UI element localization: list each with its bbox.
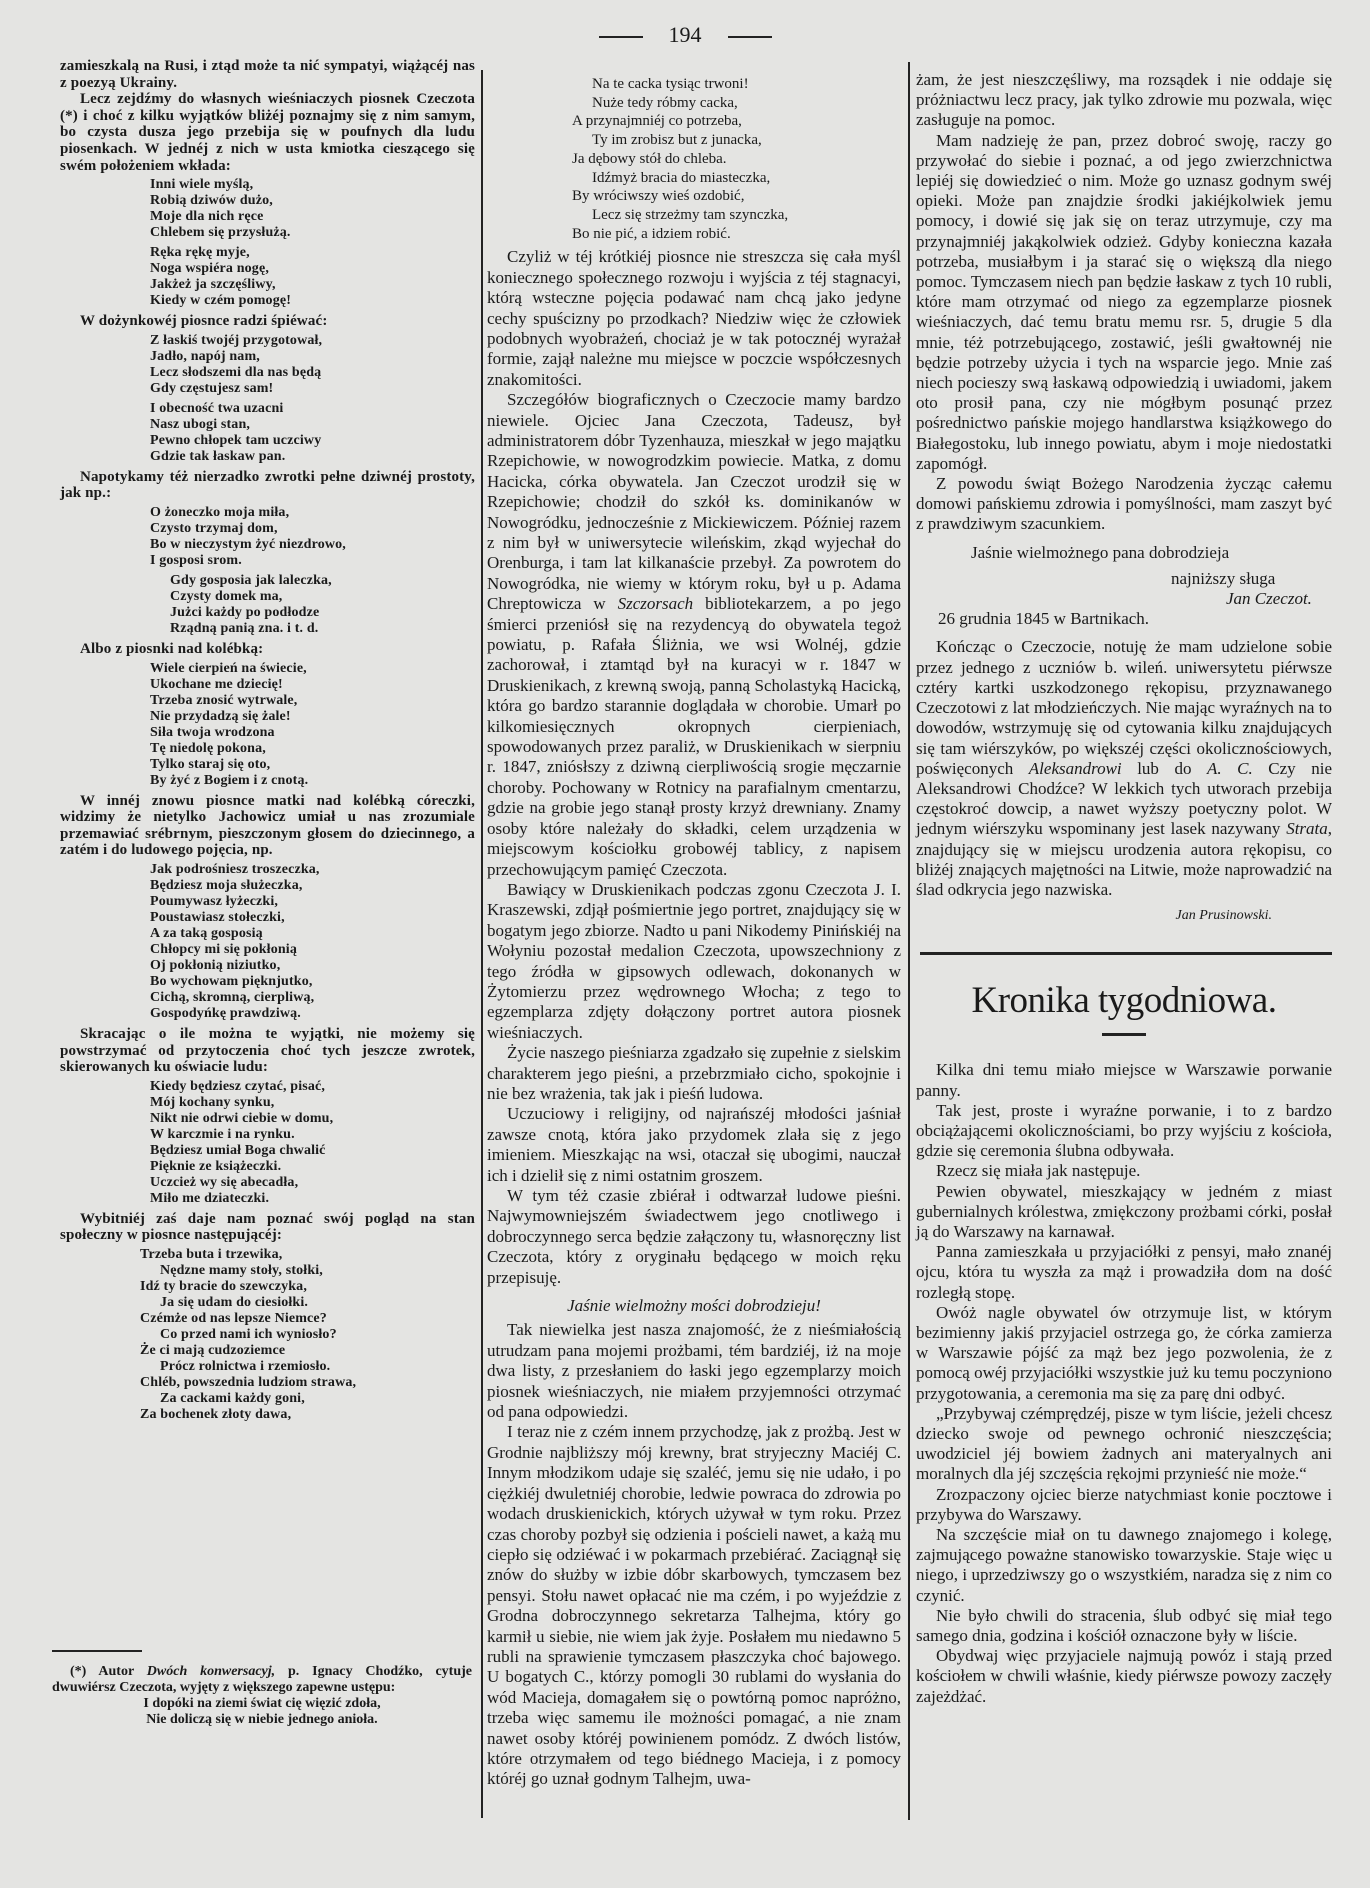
verse-line: Cichą, skromną, cierpliwą,: [150, 989, 315, 1005]
verse-line: Nuże tedy róbmy cacka,: [592, 94, 738, 111]
verse-line: Idź ty bracie do szewczyka,: [140, 1278, 307, 1294]
verse-line: O żoneczko moja miła,: [150, 504, 290, 520]
verse-line: Jak podrośniesz troszeczka,: [150, 861, 320, 877]
paragraph: Uczuciowy i religijny, od najrańszéj młodości jaśniał zawsze cnotą, która jako przydomek zlała się z jego imieniem. Mieszkając na wsi, otaczał się ubogimi, nauczał ich i dzielił się z nimi ostatnim groszem.: [487, 1104, 901, 1185]
paragraph: zamieszkalą na Rusi, i ztąd może ta nić sympatyi, wiążącéj nas z poezyą Ukrainy.: [60, 58, 475, 91]
verse-line: I gosposi srom.: [150, 552, 242, 568]
paragraph: [916, 637, 1332, 900]
verse-line: Będziesz umiał Boga chwalić: [150, 1142, 326, 1158]
verse-line: Rządną panią zna. i t. d.: [170, 620, 319, 636]
paragraph: W tym téż czasie zbiérał i odtwarzał ludowe pieśni. Najwymowniejszém świadectwem jego cnotliwego i dobroczynnego serca będzie załączony tu, własnoręczny list Czeczota, który z oryginału będącego w moich ręku przepisuję.: [487, 1186, 901, 1287]
page-number-header: [0, 22, 1370, 48]
verse-line: Za bochenek złoty dawa,: [140, 1406, 292, 1422]
verse-line: Chłopcy mi się pokłonią: [150, 941, 297, 957]
verse-line: Za cackami każdy goni,: [160, 1390, 305, 1406]
verse-stanza: [60, 573, 475, 637]
verse-line: I dopóki na ziemi świat cię więzić zdoła,: [143, 1696, 381, 1711]
verse-line: I obecność twa uzacni: [150, 400, 284, 416]
page-number: 194: [668, 22, 702, 47]
right-column: [916, 70, 1332, 1707]
paragraph: Albo z piosnki nad kolébką:: [80, 640, 264, 657]
verse-line: Ja się udam do ciesiołki.: [160, 1294, 309, 1310]
verse-line: Jużci każdy po podłodze: [170, 604, 320, 620]
verse-line: Tę niedolę pokona,: [150, 740, 266, 756]
paragraph: [487, 390, 901, 880]
letter-date: 26 grudnia 1845 w Bartnikach.: [938, 609, 1150, 629]
verse-line: Co przed nami ich wyniosło?: [160, 1326, 337, 1342]
italic-text: Aleksandrowi: [1028, 758, 1122, 778]
paragraph: Mam nadzieję że pan, przez dobroć swoję, raczy go przywołać do siebie i poznać, a od jego zwierzchnictwa lepiéj się dowiedzieć o nim. Może go uznasz godnym swéj opieki. Może pan znajdzie środki jakiéjkolwiek jemu pomocy, i dowié się jak się on teraz utrzymuje, czy ma przynajmniéj jakąkolwiek odzież. Gdyby konieczna kazała potrzeba, musiałbym i ja starać się o większą dla niego pomoc. Tymczasem niech pan będzie łaskaw z tych 10 rubli, które mam otrzymać od niego za egzemplarze piosnek wieśniaczych, dać temu bratu memu rsr. 5, drugie 5 dla mnie, téż potrzebującego, zostawić, jeśli gwałtownéj nie będzie potrzeby użycia i tych na wsparcie jego. Mnie zaś niech pocieszy swą łaskawą odpowiedzią i uwiadomi, jakem oto prosił pana, czy nie mógłbym posunąć przez pośrednictwo pańskie mojego handlarstwa książkowego do Białegostoku, lub innego powiatu, abym i moje niedostatki zapomógł.: [916, 130, 1332, 473]
text-run: Kończąc o Czeczocie, notuję że mam udzielone sobie przez jednego z uczniów b. wileń. uniwersytetu piérwsze cztéry kartki uszkodzonego rękopisu, przyznawanego Czeczotowi z lat młodzieńczych. Nie mając wyraźnych na to dowodów, wstrzymuję się od cytowania kilku znajdujących się tam wiérszyków, po większéj części okolicznościowych, poświęconych: [916, 637, 1332, 778]
paragraph: Skracając o ile można te wyjątki, nie możemy się powstrzymać od przytoczenia choć tych jeszcze zwrotek, skierowanych ku oświacie ludu:: [60, 1025, 475, 1076]
text-run: (*) Autor: [70, 1664, 147, 1679]
paragraph: Owóż nagle obywatel ów otrzymuje list, w którym bezimienny jakiś przyjaciel ostrzega go, że córka zamierza w Warszawie pójść za mąż bez jego pozwolenia, że z pomocą owéj przyjaciółki wszystkie już ku temu poczyniono przygotowania, a ceremonia ma się za parę dni odbyć.: [916, 1302, 1332, 1403]
verse-line: Ja dębowy stół do chleba.: [572, 150, 727, 167]
italic-text: Dwóch konwersacyj,: [146, 1664, 276, 1679]
footnote-verse: [52, 1696, 472, 1728]
title-underline: [1102, 1033, 1146, 1036]
paragraph: Życie naszego pieśniarza zgadzało się zupełnie z sielskim charakterem jego pieśni, a przebrzmiało cicho, spokojnie i nie bez wrażenia, tak jak i pieśń ludowa.: [487, 1043, 901, 1103]
verse-stanza: [60, 177, 475, 241]
verse-line: Inni wiele myślą,: [150, 177, 254, 193]
verse-line: Bo wychowam pięknjutko,: [150, 973, 313, 989]
paragraph: „Przybywaj czémprędzéj, pisze w tym liście, jeżeli chcesz dziecko swoje od pewnego ochronić nieszczęścia; uwodziciel jéj bowiem żadnych ani materyalnych ani moralnych dla jéj szczęścia rękojmi przynieść nie może.“: [916, 1403, 1333, 1484]
verse-line: W karczmie i na rynku.: [150, 1126, 295, 1142]
verse-line: Nędzne mamy stoły, stołki,: [160, 1262, 323, 1278]
verse-line: Noga wspiéra nogę,: [150, 261, 269, 277]
verse-line: Kiedy w czém pomogę!: [150, 293, 292, 309]
verse-line: Poumywasz łyżeczki,: [150, 893, 279, 909]
verse-line: Nikt nie odrwi ciebie w domu,: [150, 1110, 334, 1126]
footnote: [52, 1650, 472, 1728]
verse-line: Gdy gosposia jak laleczka,: [170, 572, 332, 588]
verse-line: Czémże od nas lepsze Niemce?: [140, 1310, 327, 1326]
verse-line: Moje dla nich ręce: [150, 209, 264, 225]
paragraph: Zrozpaczony ojciec bierze natychmiast konie pocztowe i przybywa do Warszawy.: [916, 1484, 1332, 1524]
verse-stanza: [487, 75, 901, 243]
verse-line: Mój kochany synku,: [150, 1094, 275, 1110]
verse-stanza: [60, 333, 475, 397]
footnote-text: [52, 1664, 472, 1696]
verse-stanza: [60, 862, 475, 1022]
verse-line: Uczcież wy się abecadła,: [150, 1174, 299, 1190]
verse-line: Jadło, napój nam,: [150, 348, 260, 364]
verse-line: Prócz rolnictwa i rzemiosło.: [160, 1358, 331, 1374]
verse-line: Bo nie pić, a idziem robić.: [572, 225, 731, 242]
verse-line: A przynajmniéj co potrzeba,: [572, 113, 742, 130]
paragraph: W dożynkowéj piosnce radzi śpiéwać:: [80, 313, 328, 330]
verse-stanza: [60, 661, 475, 789]
verse-line: Będziesz moja służeczka,: [150, 877, 303, 893]
letter-salutation: Jaśnie wielmożny mości dobrodzieju!: [567, 1296, 821, 1316]
verse-line: Nie doliczą się w niebie jednego anioła.: [146, 1712, 378, 1727]
verse-line: Nasz ubogi stan,: [150, 416, 251, 432]
verse-line: Idźmyż bracia do miasteczka,: [592, 169, 771, 186]
text-run: p. Ignacy Chodźko, cytuje dwuwiérsz Czeczota, wyjęty z większego zapewne ustępu:: [52, 1664, 472, 1695]
verse-line: Pewno chłopek tam uczciwy: [150, 432, 322, 448]
verse-stanza: [60, 1247, 475, 1423]
verse-line: Gdy częstujesz sam!: [150, 380, 274, 396]
verse-line: Chlebem się przysłużą.: [150, 225, 291, 241]
text-run: , znajdujący się w miejscu urodzenia autora rękopisu, co bliżéj znających majętności na Litwie, może naprowadzić na ślad odkrycia jego nazwiska.: [916, 819, 1332, 899]
verse-line: Na te cacka tysiąc trwoni!: [592, 76, 749, 92]
ornamental-dash: [728, 36, 772, 38]
section-title: Kronika tygodniowa.: [971, 980, 1277, 1022]
italic-text: Szczorsach: [617, 594, 694, 614]
verse-line: Z łaskiś twojéj przygotował,: [150, 332, 323, 348]
verse-line: Oj pokłonią niziutko,: [150, 957, 281, 973]
text-run: bibliotekarzem, a po jego śmierci przeniósł się na rezydencyą do obywatela tegoż powiatu, p. Rafała Śliżnia, we wsi Wolnéj, gdzie zachorował, i ztamtąd był na kuracyi w r. 1847 w Druskienikach, z krewną swoją, panną Scholastyką Hacicką, która go bardzo starannie doglądała w chorobie. Umarł po kilkomiesięcznych okropnych cierpieniach, spowodowanych przez paraliż, w Druskienikach w sierpniu r. 1847, zniósłszy z dziwną cierpliwością srogie męczarnie choroby. Pochowany w Rotnicy na parafialnym cmentarzu, gdzie na grobie jego stanął prosty krzyż drewniany. Znamy osoby które należały do składki, celem urządzenia w miejscowym kościołku grobowéj tablicy, z napisem przechowującym pamięć Czeczota.: [487, 594, 901, 879]
verse-line: Bo w nieczystym żyć niezdrowo,: [150, 536, 346, 552]
paragraph: Nie było chwili do stracenia, ślub odbyć się miał tego samego dnia, godzina i kościół oznaczone były w liście.: [916, 1605, 1332, 1646]
text-run: Szczegółów biograficznych o Czeczocie mamy bardzo niewiele. Ojciec Jana Czeczota, Tadeusz, był administratorem dóbr Tyzenhauza, mieszkał w jego majątku Rzepichowie, w nowogrodzkim powiecie. Matka, z domu Hacicka, córka obywatela. Jan Czeczot urodził się w Rzepichowie; chodził do szkół ks. dominikanów w Nowogródku, jednocześnie z Mickiewiczem. Później razem z nim był w uniwersytecie wileńskim, zkąd wyjechał do Orenburga, i tam lat kilkanaście przebył. Za powrotem do Nowogródka, nie wiemy w którym roku, był u p. Adama Chreptowicza w: [487, 390, 901, 614]
verse-line: Gospodyńkę prawdziwą.: [150, 1005, 301, 1021]
text-run: Czy nie Aleksandrowi Chodźce? W lekkich tych utworach przebija częstokroć dowcip, a nawet wyższy poetyczny polot. W jednym wiérszyku wspominany jest lasek nazywany: [916, 758, 1332, 839]
section-divider: [920, 952, 1332, 955]
paragraph: Rzecz się miała jak następuje.: [936, 1161, 1141, 1181]
verse-line: Czysty domek ma,: [170, 588, 283, 604]
verse-line: Ukochane me dziecię!: [150, 676, 283, 692]
paragraph: Z powodu świąt Bożego Narodzenia życząc całemu domowi pańskiemu zdrowia i pomyślności, mam zaszyt być z prawdziwym szacunkiem.: [916, 474, 1332, 534]
paragraph: Obydwaj więc przyjaciele najmują powóz i stają przed kościołem w chwili właśnie, kiedy piérwsze powozy zaczęły zajeżdżać.: [916, 1646, 1332, 1706]
column-divider: [908, 62, 910, 1820]
paragraph: Pewien obywatel, mieszkający w jedném z miast gubernialnych królestwa, zmiękczony prożbami córki, posłał ją do Warszawy na karnawał.: [916, 1181, 1332, 1241]
italic-text: Strata: [1286, 819, 1328, 839]
verse-line: By żyć z Bogiem i z cnotą.: [150, 772, 309, 788]
paragraph: Tak jest, proste i wyraźne porwanie, i to z bardzo obciążającemi okolicznościami, bo przy wyjściu z kościoła, gdzie się ceremonia ślubna odbywała.: [916, 1100, 1332, 1161]
paragraph: żam, że jest nieszczęśliwy, ma rozsądek i nie oddaje się próżniactwu lecz pracy, jak tylko zdrowie mu pozwala, więc zasługuje na pomoc.: [916, 70, 1332, 130]
verse-line: Miło me dziateczki.: [150, 1190, 270, 1206]
verse-line: Lecz się strzeżmy tam szynczka,: [592, 206, 789, 223]
paragraph: Kilka dni temu miało miejsce w Warszawie porwanie panny.: [916, 1060, 1332, 1100]
paragraph: Bawiący w Druskienikach podczas zgonu Czeczota J. I. Kraszewski, zdjął pośmiertnie jego portret, znajdujący się w bogatym jego zbiorze. Nadto u pani Nikodemy Pinińskiéj na Wołyniu pozostał medalion Czeczota, upowszechniony z tego źródła w gipsowych odlewach, dokonanych w Żytomierzu przez wędrownego Włocha; z tego to egzemplarza zdjęty dołączony portret autora piosnek wieśniaczych.: [487, 879, 901, 1042]
column-divider: [481, 70, 483, 1818]
verse-line: Gdzie tak łaskaw pan.: [150, 448, 286, 464]
verse-line: Ty im zrobisz but z junacka,: [592, 132, 762, 149]
paragraph: Na szczęście miał on tu dawnego znajomego i kolegę, zajmującego poważne stanowisko towarzyskie. Staje więc u niego, i uprzedziwszy go o wszystkiém, naradza się z nim co czynić.: [916, 1525, 1332, 1605]
verse-line: Że ci mają cudzoziemce: [140, 1342, 286, 1358]
verse-line: Jakżeż ja szczęśliwy,: [150, 277, 276, 293]
verse-line: Ręka rękę myje,: [150, 245, 250, 261]
verse-line: Tylko staraj się oto,: [150, 756, 271, 772]
verse-stanza: [60, 401, 475, 465]
verse-line: A za taką gosposią: [150, 925, 263, 941]
letter-servant: najniższy sługa: [1171, 568, 1276, 588]
verse-line: Lecz słodszemi dla nas będą: [150, 364, 322, 380]
paragraph: Czyliż w téj krótkiéj piosnce nie streszcza się cała myśl koniecznego społecznego rozwoju i wyjścia z téj stagnacyi, którą wsteczne pojęcia podawać nam chcą jako jedyne cechy spuścizny po przodkach? Niedziw więc że człowiek podobnych wyobrażeń, chociaż je w tak potocznéj wyrażał formie, zajął należne mu miejsce w poczcie współczesnych znakomitości.: [487, 247, 901, 389]
verse-line: By wróciwszy wieś ozdobić,: [572, 188, 745, 205]
paragraph: W innéj znowu piosnce matki nad kolébką córeczki, widzimy że nietylko Jachowicz umiał u nas zrozumiale przemawiać srébrnym, pieszczonym głosem do dziecinnego, a zatém i do ludowego pojęcia, np.: [60, 792, 475, 859]
paragraph: Panna zamieszkała u przyjaciółki z pensyi, mało znanéj ojcu, która tu wyszła za mąż i prowadziła dom na dość rozległą stopę.: [916, 1242, 1332, 1302]
verse-line: Robią dziwów dużo,: [150, 193, 273, 209]
verse-line: Poustawiasz stołeczki,: [150, 909, 285, 925]
verse-stanza: [60, 245, 475, 309]
verse-line: Kiedy będziesz czytać, pisać,: [150, 1078, 326, 1094]
paragraph: Wybitniéj zaś daje nam poznać swój pogląd na stan społeczny w piosnce następującéj:: [60, 1210, 475, 1244]
verse-line: Nie przydadzą się żale!: [150, 708, 291, 724]
verse-line: Siła twoja wrodzona: [150, 724, 275, 740]
letter-signature: Jan Czeczot.: [1226, 589, 1312, 609]
paragraph: Napotykamy téż nierzadko zwrotki pełne dziwnéj prostoty, jak np.:: [60, 468, 475, 502]
verse-line: Trzeba znosić wytrwale,: [150, 692, 298, 708]
verse-line: Wiele cierpień na świecie,: [150, 660, 307, 676]
paragraph: Tak niewielka jest nasza znajomość, że z nieśmiałością utrudzam pana mojemi prożbami, tém bardziéj, iż na moje dwa listy, z przesłaniem do łaski jego egzemplarzy moich piosnek wieśniaczych, nie miałem przyjemności otrzymać od pana odpowiedzi.: [487, 1320, 901, 1422]
verse-line: Pięknie ze książeczki.: [150, 1158, 282, 1174]
middle-column: [487, 72, 901, 1790]
verse-stanza: [60, 505, 475, 569]
letter-closing: Jaśnie wielmożnego pana dobrodzieja: [971, 542, 1230, 562]
italic-text: A. C.: [1207, 758, 1253, 778]
paragraph: I teraz nie z czém innem przychodzę, jak z prożbą. Jest w Grodnie najbliższy mój krewny, brat stryjeczny Maciéj C. Innym młodzikom udaje się szaléć, jemu się nie udało, i po ciężkiéj dwuletniéj chorobie, ledwie powraca do zdrowia po wodach druskienickich, których używał w tym roku. Przez czas choroby pozbył się odzienia i pościeli nawet, a każą mu ciepło się odziéwać i w pokarmach przebiérać. Zaciągnął się znów do służby w izbie dóbr skarbowych, tymczasem bez pensyi. Stołu nawet opłacać nie ma czém, i po wyjeździe z Grodna dobroczynnego sekretarza Talhejma, który go karmił u siebie, nie wiem jak żyje. Posłałem mu niedawno 5 rubli na sprawienie tymczasem płaszczyka choć bajowego. U bogatych C., którzy pomogli 30 rublami do wysłania do wód Macieja, domagałem się o powtórną pomoc napróżno, trzeba więc samemu ile możności pomagać, a nie znam nawet osoby któréj powinienem pomódz. Z dwóch listów, które otrzymałem od tego biédnego Macieja, i z pomocy któréj go uznał godnym Talhejm, uwa-: [487, 1422, 901, 1789]
footnote-rule: [52, 1650, 142, 1652]
paragraph: Lecz zejdźmy do własnych wieśniaczych piosnek Czeczota (*) i choć z kilku wyjątków bliżéj poznajmy się z nim samym, bo czysta dusza jego przebija się w poufnych dla ludu piosenkach. W jednéj z nich w usta kmiotka cieszącego się swém położeniem wkłada:: [60, 91, 475, 174]
author-signature: Jan Prusinowski.: [1175, 908, 1272, 924]
verse-line: Chléb, powszednia ludziom strawa,: [140, 1374, 357, 1390]
ornamental-dash: [599, 36, 643, 38]
verse-stanza: [60, 1079, 475, 1207]
text-run: lub do: [1121, 758, 1207, 778]
verse-line: Trzeba buta i trzewika,: [140, 1246, 283, 1262]
left-column: [60, 58, 475, 1427]
verse-line: Czysto trzymaj dom,: [150, 520, 278, 536]
